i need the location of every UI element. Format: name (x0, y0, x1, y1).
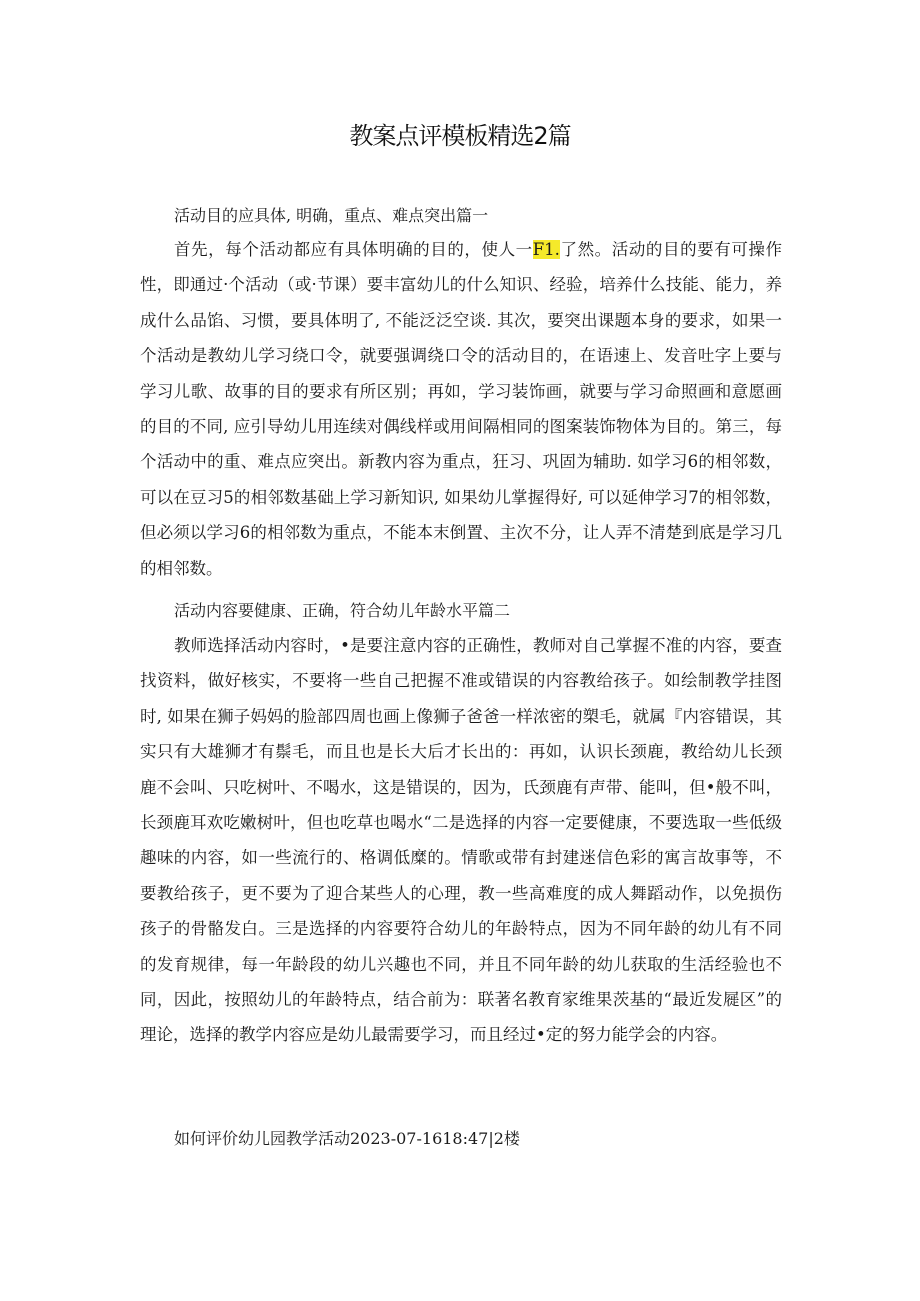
section-paragraph-2: 教师选择活动内容时，•是要注意内容的正确性，教师对自己掌握不准的内容，要查找资料，做好核实，不要将一些自己把握不准或错误的内容教给孩子。如绘制教学挂图时, 如果在狮子妈妈的脸部四周也画上像狮子爸爸一样浓密的槊毛，就属『内容错误，其实只有大雄狮才有鬃毛，而且也是长大后才长出的：再如，认识长颈鹿，教给幼儿长颈鹿不会叫、只吃树叶、不喝水，这是错误的，因为，氏颈鹿有声带、能叫，但•般不叫，长颈鹿耳欢吃嫩树叶，但也吃草也喝水“二是选择的内容一定要健康，不要选取一些低级趣味的内容，如一些流行的、格调低糜的。情歌或带有封建迷信色彩的寓言故事等，不要教给孩子，更不要为了迎合某些人的心理，教一些高难度的成人舞蹈动作，以免损伤孩子的骨骼发白。三是选择的内容要符合幼儿的年龄特点，因为不同年龄的幼儿有不同的发育规律，每一年龄段的幼儿兴趣也不同，并且不同年龄的幼儿获取的生活经验也不同，因此，按照幼儿的年龄特点，结合前为：联著名教育家维果茨基的“最近发屣区”的理论，选择的教学内容应是幼儿最需要学习，而且经过•定的努力能学会的内容。 (140, 636, 782, 1045)
section-paragraph-1 (140, 232, 782, 586)
paragraph-text-rest: 了然。活动的目的要有可操作性，即通过·个活动（或·节课）要丰富幼儿的什么知识、经验，培养什么技能、能力，养成什么品馅、习惯，要具体明了, 不能泛泛空谈. 其次，要突出课题本身的要求，如果一个活动是教幼儿学习绕口令，就要强调绕口令的活动目的，在语速上、发音吐字上要与学习儿歌、故事的目的要求有所区别；再如，学习装饰画，就要与学习命照画和意愿画的目的不同, 应引导幼儿用连续对偶线样或用间隔相同的图案装饰物体为目的。第三，每个活动中的重、难点应突出。新教内容为重点，狂习、巩固为辅助. 如学习6的相邻数，可以在豆习5的相邻数基础上学习新知识, 如果幼儿掌握得好, 可以延伸学习7的相邻数，但必须以学习6的相邻数为重点，不能本末倒置、主次不分，让人弄不清楚到底是学习几的相邻数。 (140, 240, 783, 578)
paragraph-text-start: 首先，每个活动都应有具体明确的目的，使人一 (174, 240, 533, 259)
highlighted-text: F1. (532, 240, 560, 259)
footer-line: 如何评价幼儿园教学活动2023-07-1618:47|2楼 (174, 1129, 520, 1148)
section-heading-1: 活动目的应具体, 明确，重点、难点突出篇一 (174, 206, 489, 225)
section-heading-2: 活动内容要健康、正确，符合幼儿年龄水平篇二 (174, 601, 511, 620)
document-title: 教案点评模板精选2篇 (349, 122, 571, 150)
